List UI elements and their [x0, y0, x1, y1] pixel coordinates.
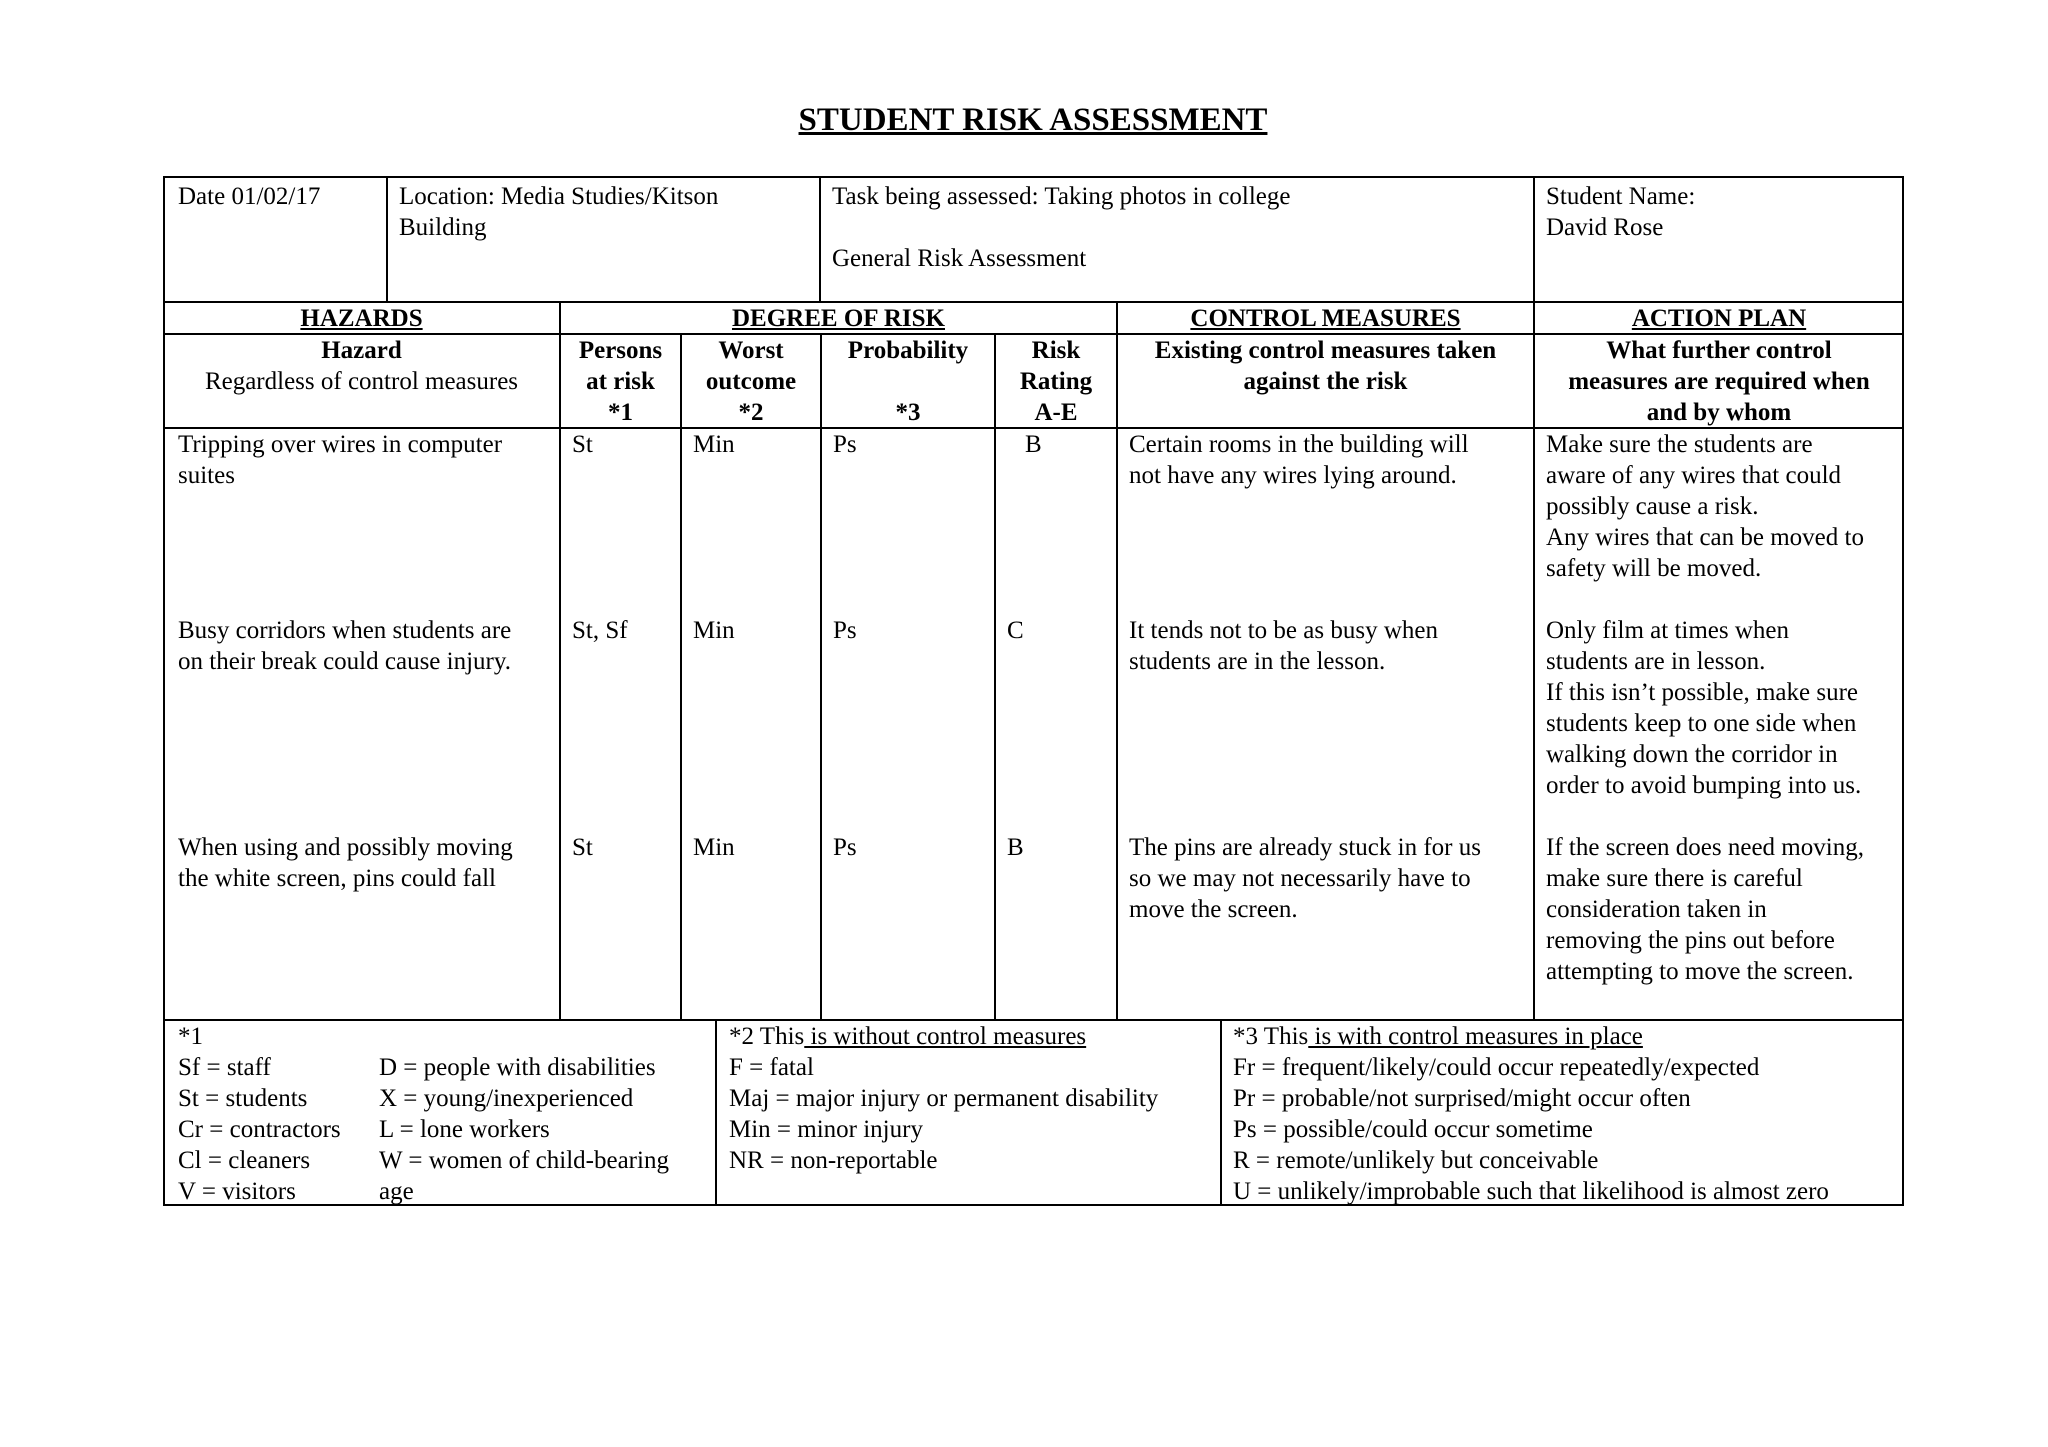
header-hazard: Hazard	[321, 337, 402, 364]
task-being-assessed: Task being assessed: Taking photos in college	[832, 183, 1291, 210]
worst-outcome: Min	[693, 617, 735, 644]
key-probability-list: Fr = frequent/likely/could occur repeatedly/expected Pr = probable/not surprised/might occur often Ps = possible/could occur sometime R = remote/unlikely but conceivable U = unlikely/improbable such that likelihood is almost zero	[1233, 1054, 1829, 1205]
risk-rating: C	[1007, 617, 1024, 644]
existing-control-measures: It tends not to be as busy when students are in the lesson.	[1129, 617, 1438, 675]
persons-at-risk: St	[572, 834, 593, 861]
probability: Ps	[833, 431, 857, 458]
table-divider	[819, 176, 821, 302]
header-probability-ref: *3	[895, 399, 921, 426]
table-divider	[680, 333, 682, 1020]
header-probability: Probability	[847, 337, 969, 364]
table-divider	[994, 333, 996, 1020]
key-probability-ref: *3 This	[1233, 1023, 1309, 1050]
header-persons-at-risk: Persons at risk *1	[578, 337, 663, 426]
key-outcome-heading	[729, 1021, 1086, 1052]
header-risk-rating: Risk Rating A-E	[1019, 337, 1093, 426]
student-name: David Rose	[1546, 214, 1664, 241]
probability: Ps	[833, 834, 857, 861]
section-hazards: HAZARDS	[300, 305, 423, 332]
risk-assessment-table	[163, 176, 1904, 1206]
action-plan: Only film at times when students are in lesson. If this isn’t possible, make sure students keep to one side when walking down the corridor in order to avoid bumping into us.	[1546, 617, 1862, 799]
table-divider	[1116, 333, 1118, 1020]
table-divider	[386, 176, 388, 302]
worst-outcome: Min	[693, 431, 735, 458]
header-existing-control-measures: Existing control measures taken against the risk	[1154, 337, 1497, 395]
assessment-date: Date 01/02/17	[178, 183, 321, 210]
header-worst-outcome: Worst outcome *2	[705, 337, 797, 426]
table-divider	[820, 333, 822, 1020]
section-degree-of-risk: DEGREE OF RISK	[731, 305, 945, 332]
assessment-location: Location: Media Studies/Kitson Building	[399, 183, 719, 241]
persons-at-risk: St, Sf	[572, 617, 628, 644]
probability: Ps	[833, 617, 857, 644]
hazard-description: Busy corridors when students are on their break could cause injury.	[178, 617, 512, 675]
page-title: STUDENT RISK ASSESSMENT	[798, 102, 1268, 138]
key-persons-list-2: D = people with disabilities X = young/inexperienced L = lone workers W = women of child-bearing age	[379, 1054, 669, 1205]
key-probability-heading	[1233, 1021, 1643, 1052]
section-action-plan: ACTION PLAN	[1631, 305, 1807, 332]
table-divider	[1533, 333, 1535, 1020]
key-outcome-ref: *2 This	[729, 1023, 805, 1050]
existing-control-measures: The pins are already stuck in for us so we may not necessarily have to move the screen.	[1129, 834, 1481, 923]
key-probability-heading-text: is with control measures in place	[1308, 1023, 1643, 1050]
table-divider	[559, 333, 561, 1020]
key-persons-ref: *1	[178, 1023, 203, 1050]
table-divider	[1220, 1019, 1222, 1205]
action-plan: Make sure the students are aware of any wires that could possibly cause a risk. Any wires that can be moved to safety will be moved.	[1546, 431, 1864, 582]
table-divider	[715, 1019, 717, 1205]
table-divider	[1533, 176, 1535, 302]
header-hazard-subtitle: Regardless of control measures	[204, 368, 519, 395]
hazard-description: When using and possibly moving the white screen, pins could fall	[178, 834, 513, 892]
risk-rating: B	[1025, 431, 1042, 458]
table-border-top	[163, 176, 1904, 178]
header-further-control-measures: What further control measures are required when and by whom	[1568, 337, 1870, 426]
risk-rating: B	[1007, 834, 1024, 861]
key-outcome-list: F = fatal Maj = major injury or permanent disability Min = minor injury NR = non-reportable	[729, 1054, 1159, 1174]
student-name-label: Student Name:	[1546, 183, 1696, 210]
key-outcome-heading-text: is without control measures	[804, 1023, 1087, 1050]
action-plan: If the screen does need moving, make sure there is careful consideration taken in removing the pins out before attempting to move the screen.	[1546, 834, 1864, 985]
assessment-type: General Risk Assessment	[832, 245, 1087, 272]
hazard-description: Tripping over wires in computer suites	[178, 431, 503, 489]
existing-control-measures: Certain rooms in the building will not have any wires lying around.	[1129, 431, 1469, 489]
persons-at-risk: St	[572, 431, 593, 458]
worst-outcome: Min	[693, 834, 735, 861]
section-control-measures: CONTROL MEASURES	[1190, 305, 1461, 332]
key-persons-list: Sf = staff St = students Cr = contractors Cl = cleaners V = visitors	[178, 1054, 341, 1205]
